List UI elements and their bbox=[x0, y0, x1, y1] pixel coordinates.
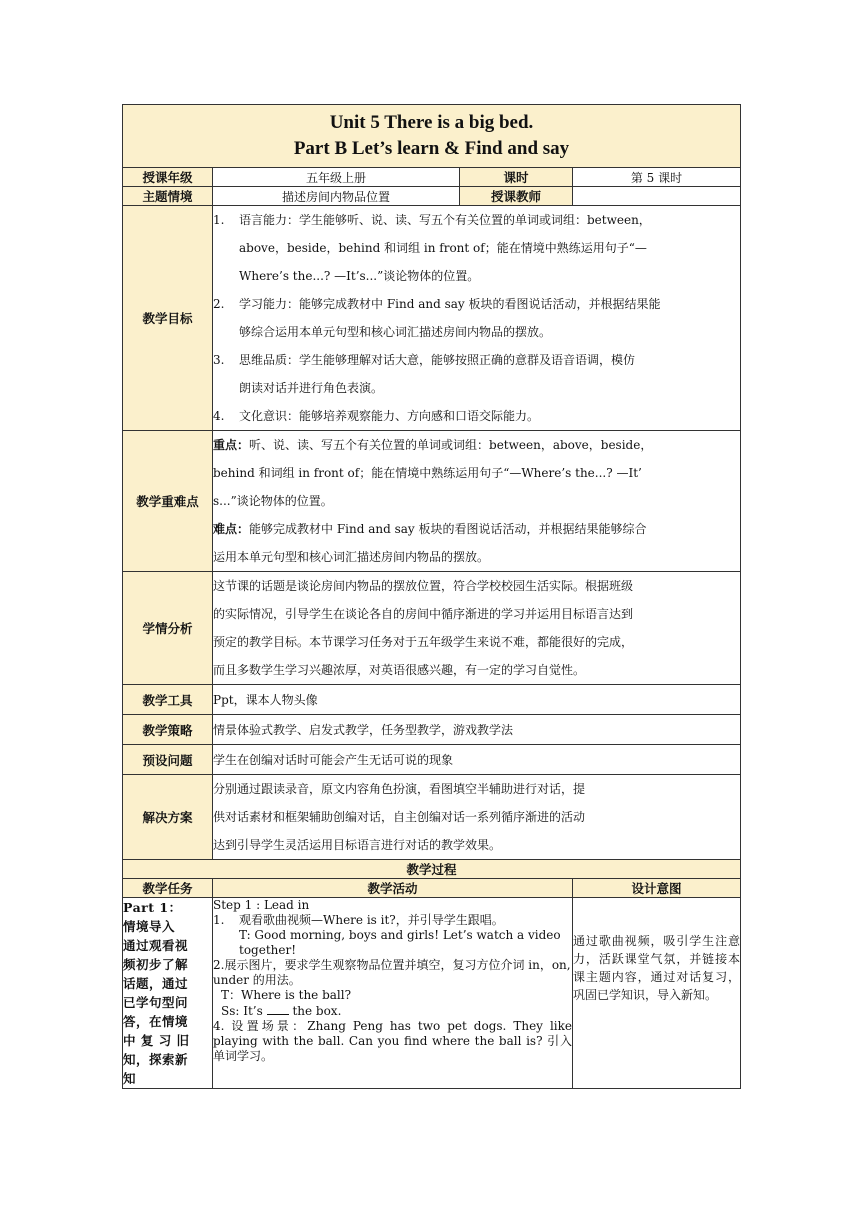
task-line: 情境导入 bbox=[123, 919, 176, 934]
answer-prefix: Ss: It’s bbox=[221, 1004, 263, 1018]
analysis-line: 而且多数学生学习兴趣浓厚，对英语很感兴趣，有一定的学习自觉性。 bbox=[213, 663, 586, 677]
step-title: Step 1 : Lead in bbox=[213, 898, 310, 912]
difficulty-label: 难点： bbox=[213, 522, 250, 536]
part1-intent: 通过歌曲视频，吸引学生注意力，活跃课堂气氛，并链接本课主题内容，通过对话复习，巩固已学知识，导入新知。 bbox=[573, 898, 741, 1089]
activity-text: 观看歌曲视频—Where is it?，并引导学生跟唱。 bbox=[239, 913, 504, 927]
key-points-label: 教学重难点 bbox=[123, 431, 213, 572]
objective-number: 4. bbox=[213, 409, 225, 423]
lesson-title bbox=[123, 105, 741, 168]
col-task-header: 教学任务 bbox=[123, 879, 213, 898]
objective-line: Where’s the...? —It’s...”谈论物体的位置。 bbox=[239, 269, 480, 283]
teacher-value bbox=[573, 187, 741, 206]
task-line: 答，在情境 bbox=[123, 1014, 189, 1029]
tools-value: Ppt，课本人物头像 bbox=[213, 685, 741, 715]
grade-label: 授课年级 bbox=[123, 168, 213, 187]
answer-blank bbox=[267, 1003, 289, 1015]
solutions-line: 达到引导学生灵活运用目标语言进行对话的教学效果。 bbox=[213, 838, 502, 852]
teacher-question: T：Where is the ball? bbox=[221, 988, 352, 1002]
theme-label: 主题情境 bbox=[123, 187, 213, 206]
focus-block bbox=[213, 431, 740, 515]
objective-line: 够综合运用本单元句型和核心词汇描述房间内物品的摆放。 bbox=[239, 325, 552, 339]
task-line: 知 bbox=[123, 1071, 137, 1086]
activity-num: 1. bbox=[213, 913, 225, 927]
solutions-label: 解决方案 bbox=[123, 775, 213, 860]
task-line: 知，探索新 bbox=[123, 1052, 189, 1067]
process-header: 教学过程 bbox=[123, 860, 741, 879]
teacher-line: T: Good morning, boys and girls! Let’s watch a video together! bbox=[239, 928, 561, 957]
theme-value: 描述房间内物品位置 bbox=[213, 187, 460, 206]
objective-line: 思维品质：学生能够理解对话大意，能够按照正确的意群及语音语调，模仿 bbox=[239, 353, 636, 367]
key-points-content bbox=[213, 431, 741, 572]
difficulty-line: 运用本单元句型和核心词汇描述房间内物品的摆放。 bbox=[213, 550, 490, 564]
solutions-line: 供对话素材和框架辅助创编对话，自主创编对话一系列循序渐进的活动 bbox=[213, 810, 586, 824]
answer-suffix: the box. bbox=[292, 1004, 342, 1018]
part1-activity bbox=[213, 898, 573, 1089]
objectives-list bbox=[213, 206, 740, 430]
analysis-line: 这节课的话题是谈论房间内物品的摆放位置，符合学校校园生活实际。根据班级 bbox=[213, 579, 634, 593]
objectives-label: 教学目标 bbox=[123, 206, 213, 431]
objective-number: 3. bbox=[213, 353, 225, 367]
student-answer bbox=[213, 1003, 572, 1019]
grade-value: 五年级上册 bbox=[213, 168, 460, 187]
lesson-plan-table bbox=[122, 104, 741, 1089]
analysis-line: 预定的教学目标。本节课学习任务对于五年级学生来说不难，都能很好的完成， bbox=[213, 635, 634, 649]
objective-line: above，beside，behind 和词组 in front of；能在情境中熟练运用句子“— bbox=[239, 241, 647, 255]
problems-value: 学生在创编对话时可能会产生无话可说的现象 bbox=[213, 745, 741, 775]
task-line: 频初步了解 bbox=[123, 957, 189, 972]
analysis-label: 学情分析 bbox=[123, 572, 213, 685]
activity-text: 4. 设置场景：Zhang Peng has two pet dogs. They like playing with the ball. Can you find where the ball is? 引入单词学习。 bbox=[213, 1019, 572, 1063]
objective-line: 语言能力：学生能够听、说、读、写五个有关位置的单词或词组：between， bbox=[239, 213, 651, 227]
part1-task bbox=[123, 898, 213, 1089]
task-line: 话题，通过 bbox=[123, 976, 189, 991]
activity-item bbox=[213, 913, 572, 928]
activity-text: 2.展示图片，要求学生观察物品位置并填空，复习方位介词 in，on, under 的用法。 bbox=[213, 958, 571, 987]
col-intent-header: 设计意图 bbox=[573, 879, 741, 898]
task-line: Part 1： bbox=[123, 900, 182, 915]
objective-line: 文化意识：能够培养观察能力、方向感和口语交际能力。 bbox=[239, 409, 540, 423]
col-activity-header: 教学活动 bbox=[213, 879, 573, 898]
objectives-content bbox=[213, 206, 741, 431]
tools-label: 教学工具 bbox=[123, 685, 213, 715]
objective-item bbox=[213, 206, 740, 290]
title-line-2: Part B Let’s learn & Find and say bbox=[293, 138, 570, 159]
objective-item bbox=[213, 346, 740, 402]
solutions-line: 分别通过跟读录音，原文内容角色扮演，看图填空半辅助进行对话，提 bbox=[213, 782, 586, 796]
period-value: 第 5 课时 bbox=[573, 168, 741, 187]
problems-label: 预设问题 bbox=[123, 745, 213, 775]
objective-line: 朗读对话并进行角色表演。 bbox=[239, 381, 384, 395]
difficulty-line: 能够完成教材中 Find and say 板块的看图说话活动，并根据结果能够综合 bbox=[249, 522, 647, 536]
strategy-label: 教学策略 bbox=[123, 715, 213, 745]
teacher-label: 授课教师 bbox=[460, 187, 573, 206]
analysis-line: 的实际情况，引导学生在谈论各自的房间中循序渐进的学习并运用目标语言达到 bbox=[213, 607, 634, 621]
objective-item bbox=[213, 402, 740, 430]
focus-label: 重点： bbox=[213, 438, 250, 452]
objective-item bbox=[213, 290, 740, 346]
title-line-1: Unit 5 There is a big bed. bbox=[329, 112, 534, 133]
focus-line: behind 和词组 in front of；能在情境中熟练运用句子“—Where’s the...? —It’ bbox=[213, 466, 642, 480]
analysis-content bbox=[213, 572, 741, 685]
task-line: 通过观看视 bbox=[123, 938, 189, 953]
objective-number: 2. bbox=[213, 297, 225, 311]
period-label: 课时 bbox=[460, 168, 573, 187]
task-line: 中 复 习 旧 bbox=[123, 1033, 190, 1048]
objective-line: 学习能力：能够完成教材中 Find and say 板块的看图说话活动，并根据结果能 bbox=[239, 297, 661, 311]
strategy-value: 情景体验式教学、启发式教学，任务型教学，游戏教学法 bbox=[213, 715, 741, 745]
objective-number: 1. bbox=[213, 213, 225, 227]
solutions-content bbox=[213, 775, 741, 860]
difficulty-block bbox=[213, 515, 740, 571]
focus-line: 听、说、读、写五个有关位置的单词或词组：between，above，beside， bbox=[249, 438, 653, 452]
task-line: 已学句型问 bbox=[123, 995, 189, 1010]
focus-line: s...”谈论物体的位置。 bbox=[213, 494, 333, 508]
